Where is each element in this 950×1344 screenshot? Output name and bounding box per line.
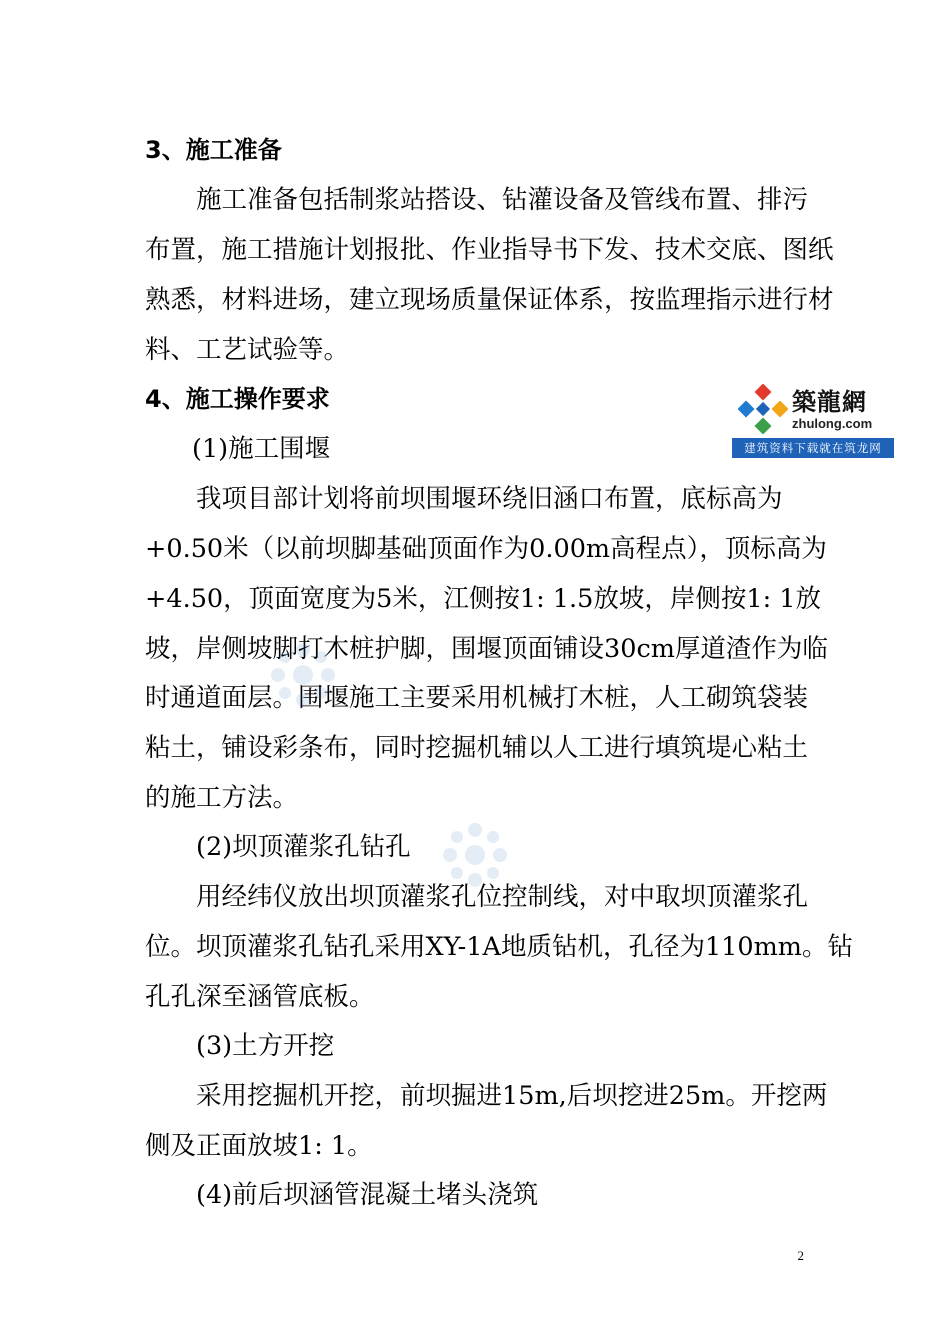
zhulong-logo[interactable] [732, 378, 894, 460]
watermark-icon [268, 640, 338, 710]
section-heading-4: 4、施工操作要求 [145, 385, 330, 413]
paragraph-line: 坡，岸侧坡脚打木桩护脚，围堰顶面铺设30cm厚道渣作为临 [145, 634, 828, 664]
paragraph-line: 布置，施工措施计划报批、作业指导书下发、技术交底、图纸 [145, 235, 834, 265]
paragraph-line: +0.50米（以前坝脚基础顶面作为0.00m高程点），顶标高为 [145, 534, 827, 564]
paragraph-line: 位。坝顶灌浆孔钻孔采用XY-1A地质钻机，孔径为110mm。钻 [145, 932, 853, 962]
subheading-3: (3)土方开挖 [196, 1031, 335, 1061]
page-number: 2 [797, 1248, 804, 1263]
logo-name: 築龍網 [792, 387, 867, 416]
paragraph-line: 的施工方法。 [145, 783, 299, 813]
paragraph-line: 料、工艺试验等。 [145, 335, 350, 365]
zhulong-logo-icon [738, 384, 788, 434]
paragraph-line: 孔孔深至涵管底板。 [145, 982, 375, 1012]
section-heading-3: 3、施工准备 [145, 136, 282, 164]
paragraph-line: 时通道面层。围堰施工主要采用机械打木桩，人工砌筑袋装 [145, 683, 809, 713]
paragraph-line: +4.50，顶面宽度为5米，江侧按1: 1.5放坡，岸侧按1: 1放 [145, 584, 821, 614]
logo-banner: 建筑资料下载就在筑龙网 [732, 438, 894, 458]
paragraph-line: 施工准备包括制浆站搭设、钻灌设备及管线布置、排污 [196, 185, 809, 215]
paragraph-line: 采用挖掘机开挖，前坝掘进15m,后坝挖进25m。开挖两 [196, 1081, 828, 1111]
paragraph-line: 熟悉，材料进场，建立现场质量保证体系，按监理指示进行材 [145, 285, 834, 315]
logo-domain: zhulong.com [792, 416, 873, 431]
paragraph-line: 我项目部计划将前坝围堰环绕旧涵口布置，底标高为 [196, 484, 783, 514]
subheading-2: (2)坝顶灌浆孔钻孔 [196, 832, 411, 862]
subheading-1: (1)施工围堰 [192, 434, 331, 464]
paragraph-line: 粘土，铺设彩条布，同时挖掘机辅以人工进行填筑堤心粘土 [145, 733, 809, 763]
subheading-4: (4)前后坝涵管混凝土堵头浇筑 [196, 1180, 539, 1210]
paragraph-line: 用经纬仪放出坝顶灌浆孔位控制线，对中取坝顶灌浆孔 [196, 882, 809, 912]
paragraph-line: 侧及正面放坡1: 1。 [145, 1131, 373, 1161]
watermark-icon [440, 820, 510, 890]
